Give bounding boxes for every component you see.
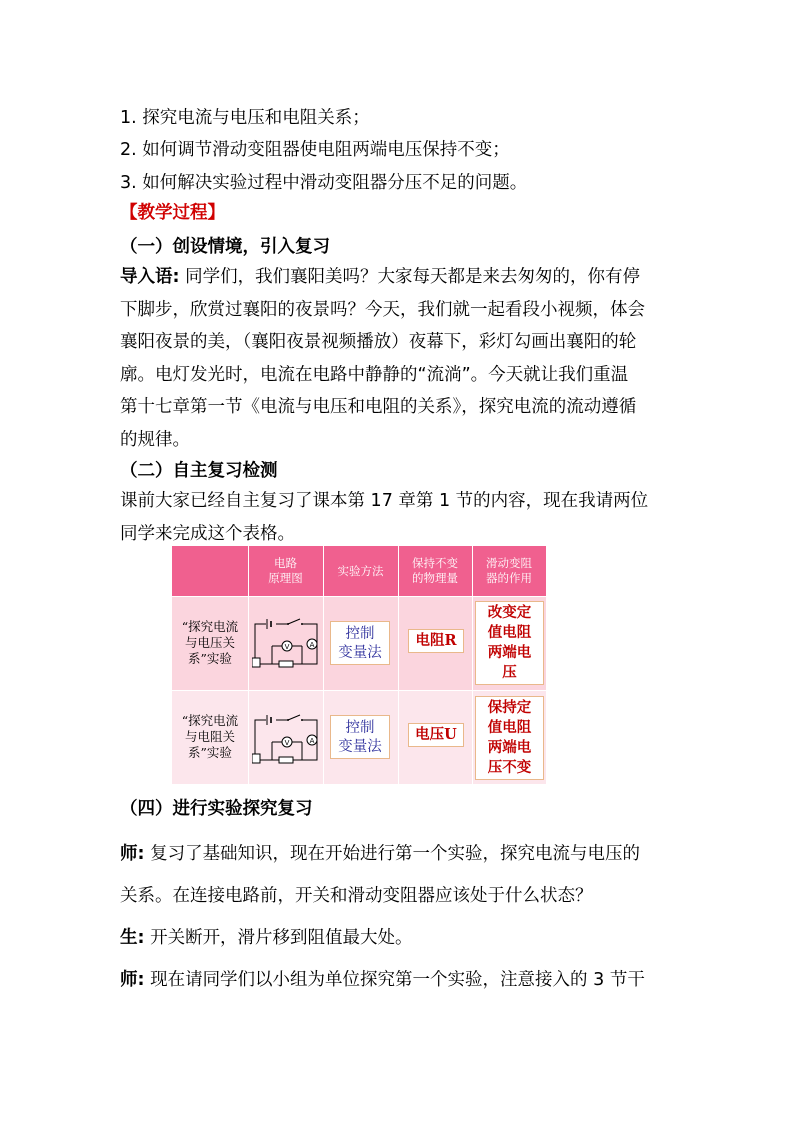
- section1-paragraph: [120, 261, 680, 456]
- teacher-line-3: [120, 969, 645, 991]
- role-box-2: [475, 696, 544, 780]
- table-divider: [323, 546, 324, 784]
- ammeter-label: A: [309, 737, 315, 745]
- para-line: 第十七章第一节《电流与电压和电阻的关系》，探究电流的流动遵循: [120, 397, 637, 417]
- teacher-line-2: 关系。在连接电路前，开关和滑动变阻器应该处于什么状态？: [120, 886, 593, 906]
- role-text: 值电阻: [487, 624, 532, 641]
- section2-heading: （二）自主复习检测: [120, 461, 278, 481]
- section4-heading: （四）进行实验探究复习: [120, 799, 313, 819]
- section2-paragraph: [120, 485, 680, 550]
- table-divider: [472, 546, 473, 784]
- ammeter-label: A: [309, 641, 315, 649]
- header-text: 电路: [274, 556, 297, 570]
- header-text: 原理图: [268, 571, 303, 585]
- goal-item-2: 2. 如何调节滑动变阻器使电阻两端电压保持不变；: [120, 140, 510, 160]
- method-box-1: [330, 621, 390, 665]
- intro-label: 导入语:: [120, 267, 180, 287]
- role-text: 两端电: [487, 739, 532, 756]
- row-label-text: 系”实验: [188, 745, 232, 760]
- method-text: 变量法: [338, 645, 382, 661]
- constant-box-2: 电压U: [408, 723, 464, 747]
- header-blank: [172, 546, 248, 596]
- teacher-line-1: [120, 843, 640, 865]
- circuit-diagram-1: [252, 616, 320, 668]
- para-line: 襄阳夜景的美，（襄阳夜景视频播放）夜幕下，彩灯勾画出襄阳的轮: [120, 332, 637, 352]
- circuit-diagram-2: [252, 712, 320, 764]
- para-line: [120, 261, 680, 294]
- header-method: 实验方法: [323, 546, 398, 596]
- row-label-text: “探究电流: [181, 713, 239, 728]
- review-table: [172, 546, 546, 784]
- table-divider: [248, 546, 249, 784]
- goal-item-1: 1. 探究电流与电压和电阻关系；: [120, 108, 370, 128]
- header-text: 保持不变: [412, 556, 458, 570]
- role-text: 改变定: [487, 604, 532, 621]
- section1-heading: （一）创设情境，引入复习: [120, 237, 330, 257]
- teacher-label: 师:: [120, 844, 145, 864]
- role-text: 值电阻: [487, 719, 532, 736]
- role-text: 两端电: [487, 644, 532, 661]
- row-label-text: 系”实验: [188, 651, 232, 666]
- role-text: 压: [502, 664, 517, 681]
- role-box-1: [475, 601, 544, 685]
- process-heading: 【教学过程】: [120, 203, 225, 223]
- voltmeter-label: V: [284, 739, 290, 747]
- para-line: 课前大家已经自主复习了课本第 17 章第 1 节的内容，现在我请两位: [120, 491, 649, 511]
- method-text: 变量法: [338, 739, 382, 755]
- row-label-text: 与电压关: [184, 635, 235, 650]
- student-line: [120, 927, 413, 949]
- para-line: 下脚步，欣赏过襄阳的夜景吗？今天，我们就一起看段小视频，体会: [120, 299, 645, 320]
- row-label-text: “探究电流: [181, 619, 239, 634]
- table-row-1-label: [172, 596, 248, 690]
- method-box-2: [330, 715, 390, 759]
- voltmeter-label: V: [284, 643, 290, 651]
- table-divider: [172, 690, 546, 691]
- table-divider: [172, 596, 546, 597]
- teacher-text: 复习了基础知识，现在开始进行第一个实验，探究电流与电压的: [144, 844, 641, 864]
- role-text: 压不变: [487, 759, 532, 776]
- header-constant: [398, 546, 472, 596]
- method-text: 控制: [345, 626, 375, 642]
- header-text: 器的作用: [486, 571, 532, 585]
- row-label-text: 与电阻关: [184, 729, 235, 744]
- constant-box-1: 电阻R: [408, 629, 464, 653]
- table-row-2-label: [172, 690, 248, 784]
- method-text: 控制: [345, 720, 375, 736]
- goal-item-3: 3. 如何解决实验过程中滑动变阻器分压不足的问题。: [120, 173, 528, 193]
- header-circuit: [248, 546, 323, 596]
- para-text: 同学们，我们襄阳美吗？大家每天都是来去匆匆的，你有停: [179, 267, 641, 287]
- header-text: 的物理量: [412, 571, 458, 585]
- para-line: 的规律。: [120, 429, 190, 450]
- table-divider: [398, 546, 399, 784]
- role-text: 保持定: [487, 699, 532, 716]
- header-rheostat-role: [472, 546, 546, 596]
- header-text: 滑动变阻: [486, 556, 532, 570]
- teacher-text: 现在请同学们以小组为单位探究第一个实验，注意接入的 3 节干: [144, 970, 645, 990]
- student-label: 生:: [120, 928, 145, 948]
- para-line: 廓。电灯发光时，电流在电路中静静的“流淌”。今天就让我们重温: [120, 364, 629, 385]
- teacher-label: 师:: [120, 970, 145, 990]
- student-text: 开关断开，滑片移到阻值最大处。: [144, 928, 413, 948]
- para-line: 同学来完成这个表格。: [120, 523, 295, 544]
